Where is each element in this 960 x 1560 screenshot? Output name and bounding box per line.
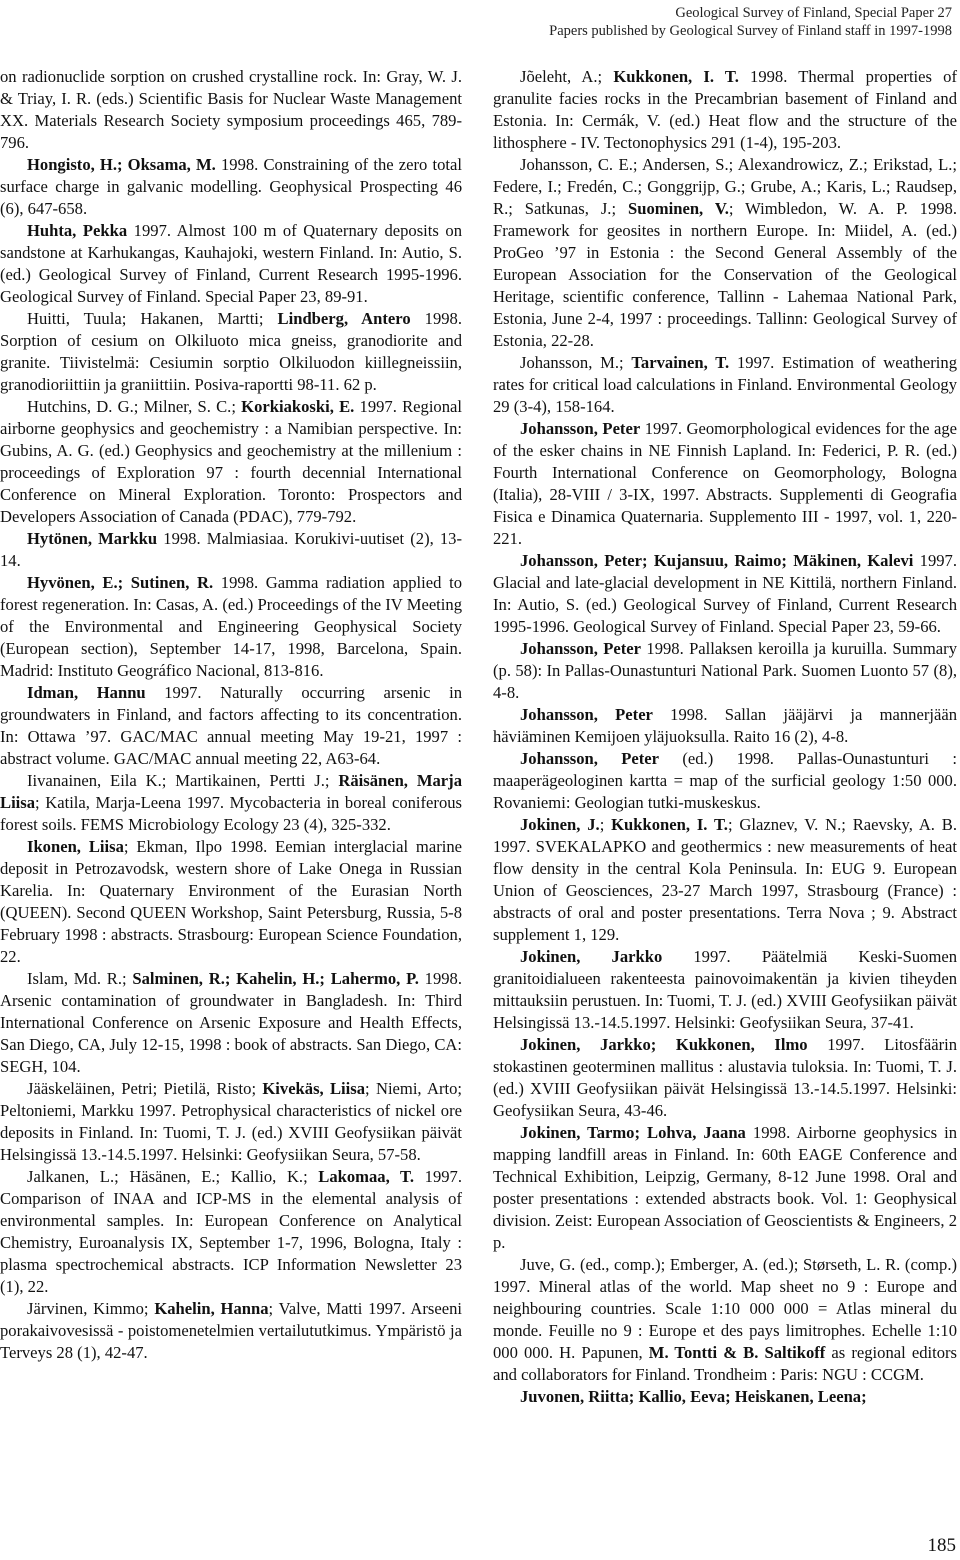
reference-entry — [493, 1034, 957, 1122]
reference-text: 1998. Thermal properties of granulite facies rocks in the Precambrian basement of Finland and Estonia. In: Cermák, V. (ed.) Heat flow and the structure of the lithosphere - IV. Tectonophysics 291 (1-4), 195-203. — [493, 67, 957, 152]
reference-text: 1998. Malmiasiaa. Korukivi-uutiset (2), 13-14. — [0, 529, 462, 570]
staff-author-name: Kahelin, Hanna — [154, 1299, 269, 1318]
reference-entry — [493, 1254, 957, 1386]
reference-entry — [0, 836, 462, 968]
staff-author-name: Juvonen, Riitta; Kallio, Eeva; Heiskanen, Leena; — [520, 1387, 867, 1406]
header-series: Geological Survey of Finland, Special Paper 27 — [675, 5, 952, 21]
reference-entry — [0, 220, 462, 308]
staff-author-name: Hongisto, H.; Oksama, M. — [27, 155, 216, 174]
reference-text: 1998. Sallan jääjärvi ja mannerjään häviäminen Kemijoen yläjuoksulla. Raito 16 (2), 4-8. — [493, 705, 957, 746]
reference-text: Johansson, M.; — [520, 353, 632, 372]
staff-author-name: Suominen, V. — [628, 199, 729, 218]
reference-text: Hutchins, D. G.; Milner, S. C.; — [27, 397, 242, 416]
reference-text: Järvinen, Kimmo; — [27, 1299, 155, 1318]
reference-entry — [493, 814, 957, 946]
reference-text: Juve, G. (ed., comp.); Emberger, A. (ed.); Størseth, L. R. (comp.) 1997. Mineral atlas of the world. Map sheet no 9 : Europe and neighbouring countries. Scale 1:10 000 000 = Atlas mineral du monde. Feuille no 9 : Europe et des pays limitrophes. Echelle 1:10 000 000. H. Papunen, — [493, 1255, 957, 1362]
reference-entry — [0, 154, 462, 220]
reference-entry — [0, 528, 462, 572]
reference-entry — [493, 704, 957, 748]
reference-entry — [493, 638, 957, 704]
reference-text: on radionuclide sorption on crushed crystalline rock. In: Gray, W. J. & Triay, I. R. (eds.) Scientific Basis for Nuclear Waste Management XX. Materials Research Society symposium proceedings 465, 789-796. — [0, 67, 462, 152]
reference-entry — [0, 66, 462, 154]
staff-author-name: Jokinen, Jarkko — [520, 947, 663, 966]
reference-entry — [493, 154, 957, 352]
reference-text: 1997. Glacial and late-glacial development in NE Kittilä, northern Finland. In: Autio, S. (ed.) Geological Survey of Finland, Current Research 1995-1996. Geological Survey of Finland. Special Paper 23, 59-66. — [493, 551, 957, 636]
reference-text: ; — [599, 815, 612, 834]
reference-text: 1998. Gamma radiation applied to forest regeneration. In: Casas, A. (ed.) Proceedings of the IV Meeting of the Environmental and Engineering Geophysical Society (European section), September 14-17, 1998, Barcelona, Spain. Madrid: Instituto Geográfico Nacional, 813-816. — [0, 573, 462, 680]
reference-entry — [493, 66, 957, 154]
reference-text: Huitti, Tuula; Hakanen, Martti; — [27, 309, 278, 328]
reference-entry — [493, 550, 957, 638]
reference-text: ; Valve, Matti 1997. Arseeni porakaivovesissä - poistomenetelmien vertailututkimus. Ympäristö ja Terveys 28 (1), 42-47. — [0, 1299, 462, 1362]
header-subtitle: Papers published by Geological Survey of Finland staff in 1997-1998 — [549, 23, 952, 39]
staff-author-name: Jokinen, Tarmo; Lohva, Jaana — [520, 1123, 746, 1142]
staff-author-name: M. Tontti & B. Saltikoff — [648, 1343, 826, 1362]
staff-author-name: Huhta, Pekka — [27, 221, 128, 240]
staff-author-name: Räisänen, Marja Liisa — [0, 771, 462, 812]
reference-text: ; Katila, Marja-Leena 1997. Mycobacteria in boreal coniferous forest soils. FEMS Microbiology Ecology 23 (4), 325-332. — [0, 793, 462, 834]
staff-author-name: Johansson, Peter — [520, 419, 641, 438]
running-header — [549, 4, 952, 40]
staff-author-name: Hyvönen, E.; Sutinen, R. — [27, 573, 214, 592]
reference-entry — [493, 418, 957, 550]
reference-text: 1997. Geomorphological evidences for the age of the esker chains in NE Finnish Lapland. In: Federici, P. R. (ed.) Fourth International Conference on Geomorphology, Bologna (Italia), 28-VIII / 3-IX, 1997. Abstracts. Supplementi di Geografia Fisica e Dinamica Quaternaria. Supplemento III - 1997, vol. 1, 220-221. — [493, 419, 958, 548]
right-column — [493, 66, 957, 1408]
reference-entry — [493, 352, 957, 418]
reference-text: Jääskeläinen, Petri; Pietilä, Risto; — [27, 1079, 263, 1098]
reference-entry — [0, 1078, 462, 1166]
reference-entry — [0, 968, 462, 1078]
reference-text: ; Niemi, Arto; Peltoniemi, Markku 1997. Petrophysical characteristics of nickel ore deposits in Finland. In: Tuomi, T. J. (ed.) XVIII Geofysiikan päivät Helsingissä 13.-14.5.1997. Helsinki: Geofysiikan Seura, 57-58. — [0, 1079, 462, 1164]
staff-author-name: Tarvainen, T. — [631, 353, 730, 372]
reference-entry — [0, 1298, 462, 1364]
staff-author-name: Johansson, Peter; Kujansuu, Raimo; Mäkinen, Kalevi — [520, 551, 914, 570]
reference-text: 1997. Regional airborne geophysics and geochemistry : a Namibian perspective. In: Gubins, A. G. (ed.) Geophysics and geochemistry at the millenium : proceedings of Exploration 97 : fourth decennial International Conference on Mineral Exploration. Toronto: Prospectors and Developers Association of Canada (PDAC), 779-792. — [0, 397, 462, 526]
reference-entry — [493, 748, 957, 814]
staff-author-name: Hytönen, Markku — [27, 529, 158, 548]
reference-text: Jõeleht, A.; — [520, 67, 614, 86]
staff-author-name: Salminen, R.; Kahelin, H.; Lahermo, P. — [132, 969, 419, 988]
reference-entry — [0, 308, 462, 396]
reference-entry — [0, 396, 462, 528]
reference-entry — [493, 1122, 957, 1254]
staff-author-name: Kivekäs, Liisa — [262, 1079, 366, 1098]
reference-entry — [0, 1166, 462, 1298]
staff-author-name: Lakomaa, T. — [318, 1167, 415, 1186]
reference-text: 1997. Almost 100 m of Quaternary deposits on sandstone at Karhukangas, Kauhajoki, western Finland. In: Autio, S. (ed.) Geological Survey of Finland, Current Research 1995-1996. Geological Survey of Finland. Special Paper 23, 89-91. — [0, 221, 462, 306]
staff-author-name: Kukkonen, I. T. — [613, 67, 739, 86]
reference-text: 1998. Constraining of the zero total surface charge in galvanic modelling. Geophysical Prospecting 46 (6), 647-658. — [0, 155, 462, 218]
staff-author-name: Kukkonen, I. T. — [611, 815, 728, 834]
reference-text: as regional editors and collaborators for Finland. Trondheim : Paris: NGU : CCGM. — [493, 1343, 957, 1384]
reference-text: 1997. Litosfäärin stokastinen geoterminen mallitus : alustavia tuloksia. In: Tuomi, T. J. (ed.) XVIII Geofysiikan päivät Helsingissä 13.-14.5.1997. Helsinki: Geofysiikan Seura, 43-46. — [493, 1035, 957, 1120]
staff-author-name: Idman, Hannu — [27, 683, 146, 702]
reference-text: Iivanainen, Eila K.; Martikainen, Pertti J.; — [27, 771, 339, 790]
staff-author-name: Johansson, Peter — [520, 705, 653, 724]
staff-author-name: Lindberg, Antero — [277, 309, 411, 328]
reference-entry — [493, 946, 957, 1034]
reference-entry — [0, 682, 462, 770]
reference-text: 1997. Naturally occurring arsenic in groundwaters in Finland, and factors affecting to its concentration. In: Ottawa ’97. GAC/MAC annual meeting May 19-21, 1997 : abstract volume. GAC/MAC annual meeting 22, A63-64. — [0, 683, 462, 768]
staff-author-name: Jokinen, Jarkko; Kukkonen, Ilmo — [520, 1035, 808, 1054]
reference-text: Johansson, C. E.; Andersen, S.; Alexandrowicz, Z.; Erikstad, L.; Federe, I.; Fredén, C.; Gonggrijp, G.; Grube, A.; Karis, L.; Raudsep, R.; Satkunas, J.; — [493, 155, 957, 218]
staff-author-name: Johansson, Peter — [520, 749, 660, 768]
reference-text: ; Ekman, Ilpo 1998. Eemian interglacial marine deposit in Petrozavodsk, western shore of Lake Onega in Russian Karelia. In: Quaternary Environment of the Eurasian North (QUEEN). Second QUEEN Workshop, Saint Petersburg, Russia, 5-8 February 1998 : abstracts. Strasbourg: European Science Foundation, 22. — [0, 837, 462, 966]
reference-text: 1998. Pallaksen keroilla ja kuruilla. Summary (p. 58): In Pallas-Ounastunturi National Park. Suomen Luonto 57 (8), 4-8. — [493, 639, 957, 702]
reference-entry — [0, 770, 462, 836]
staff-author-name: Johansson, Peter — [520, 639, 642, 658]
reference-text: ; Wimbledon, W. A. P. 1998. Framework for geosites in northern Europe. In: Miidel, A. (ed.) ProGeo ’97 in Estonia : the Second General Assembly of the European Association for the Conservation of the Geological Heritage, scientific conference, Tallinn - Lahemaa National Park, Estonia, June 2-4, 1997 : proceedings. Tallinn: Geological Survey of Estonia, 22-28. — [493, 199, 957, 350]
left-column — [0, 66, 462, 1364]
reference-text: 1997. Comparison of INAA and ICP-MS in the elemental analysis of environmental samples. In: European Conference on Analytical Chemistry, Euroanalysis IX, September 1-7, 1996, Bologna, Italy : plasma spectrochemical abstracts. ICP Information Newsletter 23 (1), 22. — [0, 1167, 462, 1296]
reference-text: 1998. Airborne geophysics in mapping landfill areas in Finland. In: 60th EAGE Conference and Technical Exhibition, Leipzig, Germany, 8-12 June 1998. Oral and poster presentations : extended abstracts book. Vol. 1: Geophysical division. Zeist: European Association of Geoscientists & Engineers, 2 p. — [493, 1123, 958, 1252]
reference-text: 1997. Päätelmiä Keski-Suomen granitoidialueen rakenteesta painovoimakentän ja kivien tiheyden mittauksiin perustuen. In: Tuomi, T. J. (ed.) XVIII Geofysiikan päivät Helsingissä 13.-14.5.1997. Helsinki: Geofysiikan Seura, 37-41. — [493, 947, 958, 1032]
reference-entry — [0, 572, 462, 682]
reference-text: 1997. Estimation of weathering rates for critical load calculations in Finland. Environmental Geology 29 (3-4), 158-164. — [493, 353, 957, 416]
staff-author-name: Jokinen, J. — [520, 815, 600, 834]
staff-author-name: Ikonen, Liisa — [27, 837, 124, 856]
reference-text: Islam, Md. R.; — [27, 969, 133, 988]
reference-text: 1998. Sorption of cesium on Olkiluoto mica gneiss, granodiorite and granite. Tiivistelmä: Cesiumin sorptio Olkiluodon kiillegneissiin, granodioriittiin ja graniittiin. Posiva-raportti 98-11. 62 p. — [0, 309, 462, 394]
reference-text: 1998. Arsenic contamination of groundwater in Bangladesh. In: Third International Conference on Arsenic Exposure and Health Effects, San Diego, CA, July 12-15, 1998 : book of abstracts. San Diego, CA: SEGH, 104. — [0, 969, 462, 1076]
page-number: 185 — [927, 1535, 956, 1556]
reference-text: Jalkanen, L.; Häsänen, E.; Kallio, K.; — [27, 1167, 319, 1186]
reference-text: (ed.) 1998. Pallas-Ounastunturi : maaperägeologinen kartta = map of the surficial geology 1:50 000. Rovaniemi: Geologian tutki-muskeskus. — [493, 749, 957, 812]
staff-author-name: Korkiakoski, E. — [241, 397, 355, 416]
reference-text: ; Glaznev, V. N.; Raevsky, A. B. 1997. SVEKALAPKO and geothermics : new measurements of heat flow density in the central Kola Peninsula. In: EUG 9. European Union of Geosciences, 23-27 March 1997, Strasbourg (France) : abstracts of oral and poster presentations. Terra Nova ; 9. Abstract supplement 1, 129. — [493, 815, 958, 944]
reference-entry — [493, 1386, 957, 1408]
